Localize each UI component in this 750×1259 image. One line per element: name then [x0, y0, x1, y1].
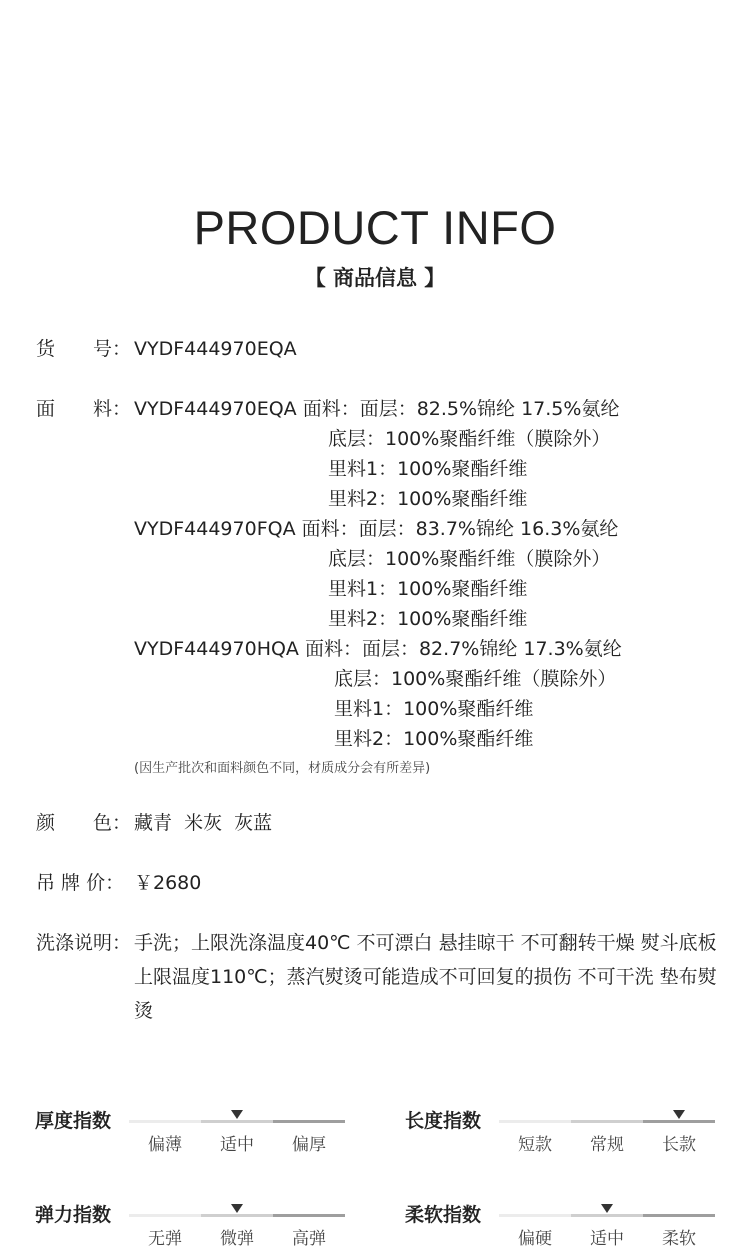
index-option: 偏薄: [148, 1135, 182, 1155]
softness-index: [405, 1200, 735, 1259]
elasticity-index: [35, 1200, 365, 1259]
bar-segment: [201, 1214, 273, 1217]
softness-index-bar: [499, 1214, 715, 1217]
bar-segment: [201, 1120, 273, 1123]
fabric-line: 里料2：100%聚酯纤维: [334, 728, 534, 750]
fabric-line: 里料2：100%聚酯纤维: [328, 488, 528, 510]
length-index-bar: [499, 1120, 715, 1123]
thickness-index-bar: [129, 1120, 345, 1123]
fabric-note: (因生产批次和面料颜色不同，材质成分会有所差异): [134, 761, 431, 776]
fabric-label-b: 料：: [93, 398, 132, 420]
elasticity-index-bar: [129, 1214, 345, 1217]
sku-label: [36, 334, 131, 364]
fabric-line: VYDF444970EQA 面料：面层：82.5%锦纶 17.5%氨纶: [134, 398, 620, 420]
thickness-index: [35, 1106, 365, 1166]
color-label: [36, 808, 131, 838]
index-option: 适中: [590, 1229, 624, 1249]
fabric-line: VYDF444970HQA 面料：面层：82.7%锦纶 17.3%氨纶: [134, 638, 622, 660]
index-option: 偏厚: [292, 1135, 326, 1155]
page-title-cn: 【 商品信息 】: [304, 266, 446, 290]
softness-index-label: 柔软指数: [405, 1204, 482, 1226]
index-option: 微弹: [220, 1229, 254, 1249]
bar-segment: [571, 1214, 643, 1217]
fabric-line: 里料1：100%聚酯纤维: [328, 578, 528, 600]
bar-segment: [499, 1214, 571, 1217]
bar-segment: [571, 1120, 643, 1123]
sku-label-b: 号：: [93, 338, 132, 360]
wash-value: 手洗；上限洗涤温度40℃ 不可漂白 悬挂晾干 不可翻转干燥 熨斗底板上限温度110℃；蒸汽熨烫可能造成不可回复的损伤 不可干洗 垫布熨烫: [134, 932, 717, 1022]
fabric-line: 里料1：100%聚酯纤维: [328, 458, 528, 480]
fabric-line: 里料1：100%聚酯纤维: [334, 698, 534, 720]
index-option: 短款: [518, 1135, 552, 1155]
color-label-a: 颜: [36, 812, 56, 834]
indicator-arrow-icon: [231, 1110, 243, 1119]
index-option: 柔软: [662, 1229, 696, 1249]
fabric-line: 底层：100%聚酯纤维（膜除外）: [328, 548, 611, 570]
fabric-line: 底层：100%聚酯纤维（膜除外）: [334, 668, 617, 690]
fabric-line: 底层：100%聚酯纤维（膜除外）: [328, 428, 611, 450]
bar-segment: [273, 1214, 345, 1217]
bar-segment: [129, 1120, 201, 1123]
index-option: 无弹: [148, 1229, 182, 1249]
fabric-line: VYDF444970FQA 面料：面层：83.7%锦纶 16.3%氨纶: [134, 518, 619, 540]
indicator-arrow-icon: [231, 1204, 243, 1213]
fabric-label-a: 面: [36, 398, 56, 420]
price-value: ￥2680: [134, 872, 202, 894]
index-option: 适中: [220, 1135, 254, 1155]
length-index-label: 长度指数: [405, 1110, 482, 1132]
elasticity-index-label: 弹力指数: [35, 1204, 112, 1226]
fabric-label: [36, 394, 131, 424]
length-index: [405, 1106, 735, 1166]
indicator-arrow-icon: [601, 1204, 613, 1213]
price-label: 吊 牌 价：: [36, 872, 125, 894]
wash-label: 洗涤说明：: [36, 932, 132, 954]
indicator-arrow-icon: [673, 1110, 685, 1119]
color-value: 藏青 米灰 灰蓝: [134, 812, 273, 834]
bar-segment: [273, 1120, 345, 1123]
index-option: 长款: [662, 1135, 696, 1155]
fabric-line: 里料2：100%聚酯纤维: [328, 608, 528, 630]
index-option: 常规: [590, 1135, 624, 1155]
bar-segment: [643, 1214, 715, 1217]
bar-segment: [129, 1214, 201, 1217]
sku-value: VYDF444970EQA: [134, 338, 297, 360]
sku-label-a: 货: [36, 338, 56, 360]
thickness-index-label: 厚度指数: [35, 1110, 112, 1132]
bar-segment: [499, 1120, 571, 1123]
index-option: 高弹: [292, 1229, 326, 1249]
page-title-en: PRODUCT INFO: [193, 201, 557, 254]
bar-segment: [643, 1120, 715, 1123]
index-option: 偏硬: [518, 1229, 552, 1249]
color-label-b: 色：: [93, 812, 132, 834]
